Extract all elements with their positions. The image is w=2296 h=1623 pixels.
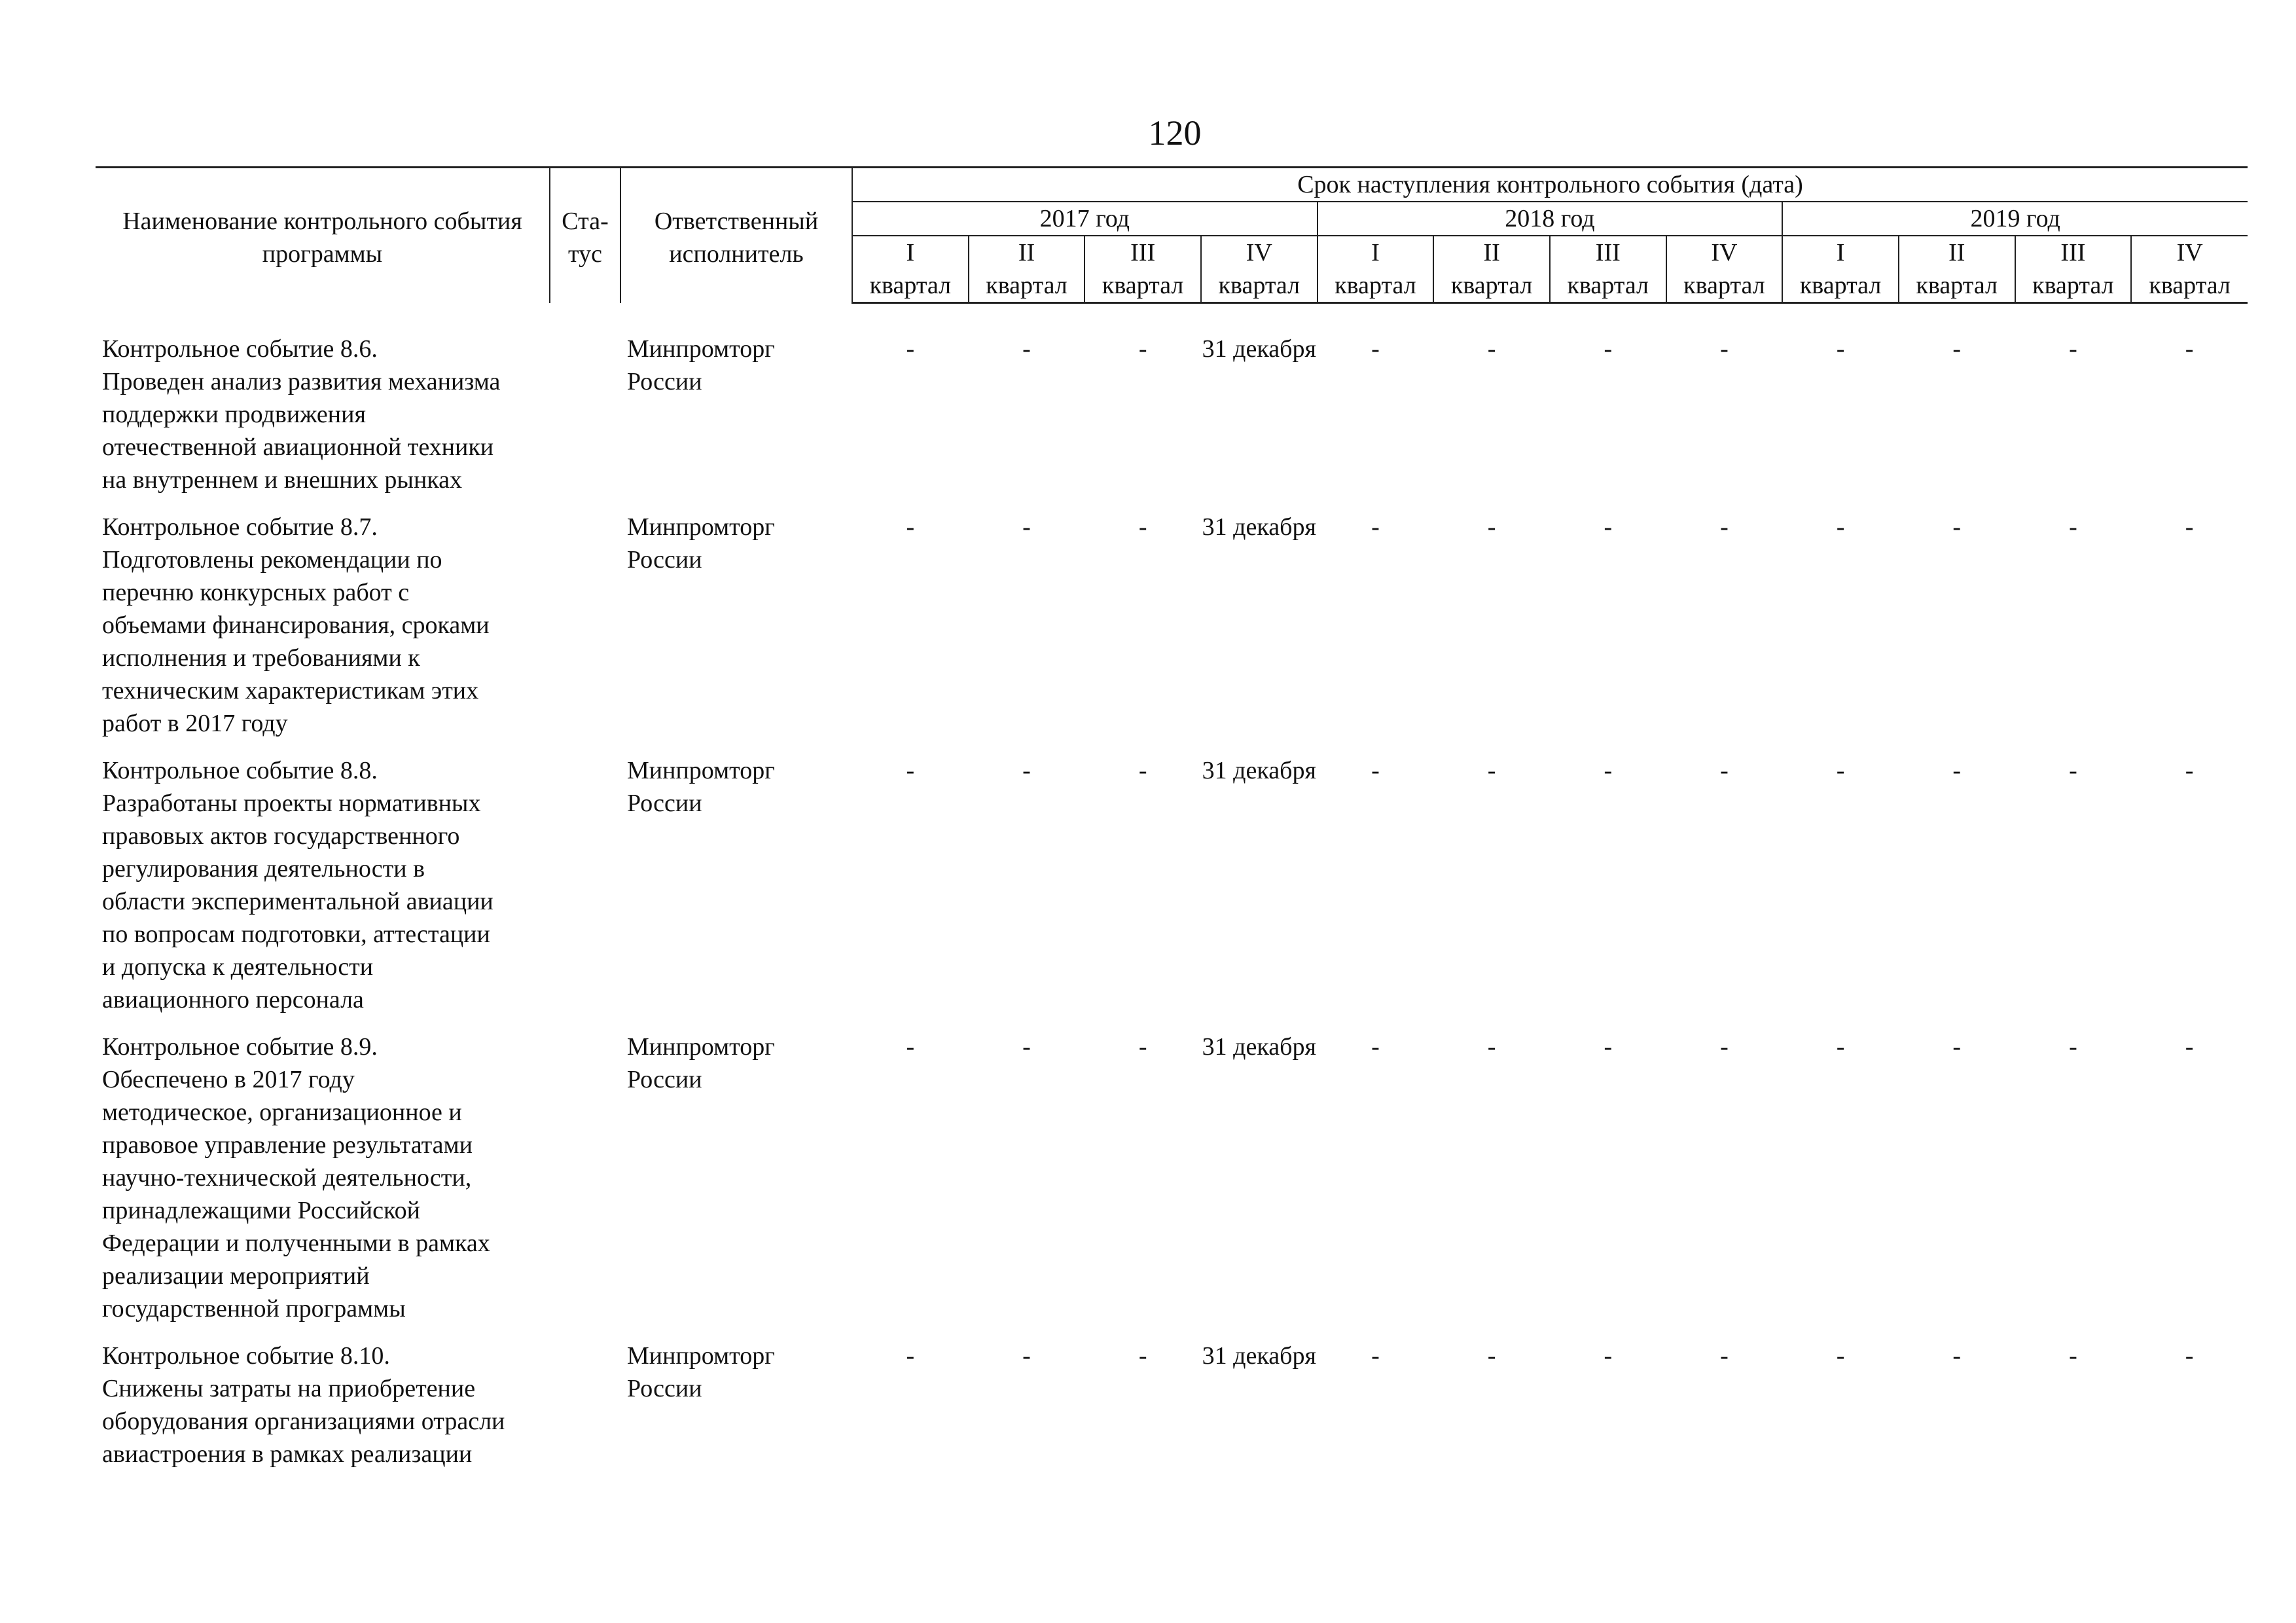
date-cell: - [1487,513,1496,541]
table-row [96,333,2248,511]
responsible-cell [620,333,852,511]
date-cell: - [2185,1342,2194,1370]
date-cell: - [1022,757,1031,784]
date-cell: - [1604,1342,1613,1370]
event-name-line: научно-технической деятельности, [102,1164,472,1192]
date-cell: - [1371,1342,1380,1370]
event-name-cell [96,511,550,754]
date-cell: 31 декабря [1202,1342,1316,1370]
responsible-cell [620,1030,852,1340]
event-name-line: техническим характеристикам этих [102,677,479,704]
date-cell: - [1604,513,1613,541]
date-cell: - [1952,1033,1962,1061]
event-name-cell [96,754,550,1030]
date-cell: - [906,757,915,784]
event-name-line: на внутреннем и внешних рынках [102,466,463,494]
event-name-line: Контрольное событие 8.9. [102,1033,378,1061]
quarter-header: I квартал [1318,236,1434,303]
responsible-cell [620,754,852,1030]
date-cell: - [1371,1033,1380,1061]
responsible-line: России [627,546,702,574]
quarter-header: III квартал [2015,236,2132,303]
date-cell: - [1138,757,1147,784]
date-cell: - [1952,1342,1962,1370]
table-body [96,303,2248,1486]
status-cell [550,1030,620,1340]
responsible-line: Минпромторг [627,513,775,541]
responsible-line: Минпромторг [627,1033,775,1061]
event-name-line: правовых актов государственного [102,822,460,850]
event-name-line: исполнения и требованиями к [102,644,420,672]
event-name-cell [96,1340,550,1485]
column-header-status: Ста- тус [550,168,620,303]
responsible-line: России [627,368,702,395]
event-name-line: отечественной авиационной техники [102,433,494,461]
event-name-line: принадлежащими Российской [102,1197,420,1224]
date-cell: - [1138,513,1147,541]
date-cell: - [2185,335,2194,363]
header-spacer-row [96,303,2248,333]
date-cell: - [1022,1033,1031,1061]
event-name-line: объемами финансирования, сроками [102,611,490,639]
event-name-cell [96,1030,550,1340]
status-cell [550,754,620,1030]
responsible-cell [620,1340,852,1485]
quarter-header: II квартал [969,236,1085,303]
date-cell: 31 декабря [1202,513,1316,541]
date-cell: - [1138,1033,1147,1061]
date-cell: 31 декабря [1202,1033,1316,1061]
event-name-line: области экспериментальной авиации [102,888,493,915]
table-row [96,511,2248,754]
date-cell: - [1371,757,1380,784]
event-name-line: Контрольное событие 8.8. [102,757,378,784]
date-cell: - [1371,335,1380,363]
quarter-header: IV квартал [1201,236,1318,303]
table-row [96,754,2248,1030]
control-events-table [96,166,2248,1485]
responsible-line: Минпромторг [627,335,775,363]
date-cell: - [2069,1033,2077,1061]
date-cell: - [1952,513,1962,541]
date-cell: - [1022,1342,1031,1370]
table-row [96,1030,2248,1340]
event-name-line: оборудования организациями отрасли [102,1408,505,1435]
date-cell: - [1138,335,1147,363]
year-header-2018: 2018 год [1318,202,1783,236]
quarter-header: I квартал [1782,236,1899,303]
event-name-line: Контрольное событие 8.6. [102,335,378,363]
event-name-line: методическое, организационное и [102,1099,462,1126]
quarter-header: III квартал [1085,236,1201,303]
column-header-name: Наименование контрольного события программы [96,168,550,303]
responsible-line: России [627,790,702,817]
date-cell: - [1604,335,1613,363]
event-name-line: государственной программы [102,1295,406,1322]
event-name-line: и допуска к деятельности [102,953,374,981]
status-cell [550,333,620,511]
date-cell: - [1720,1033,1729,1061]
responsible-cell [620,511,852,754]
date-cell: - [1836,757,1845,784]
date-cell: - [1487,335,1496,363]
date-cell: 31 декабря [1202,335,1316,363]
event-name-line: регулирования деятельности в [102,855,425,883]
event-name-line: авиастроения в рамках реализации [102,1440,473,1468]
event-name-line: Контрольное событие 8.7. [102,513,378,541]
quarter-header: II квартал [1899,236,2015,303]
date-cell: - [1487,1033,1496,1061]
column-header-period: Срок наступления контрольного события (дата) [852,168,2248,202]
quarter-header: IV квартал [2131,236,2248,303]
responsible-line: Минпромторг [627,757,775,784]
date-cell: - [1720,335,1729,363]
event-name-line: Подготовлены рекомендации по [102,546,442,574]
date-cell: - [2069,513,2077,541]
date-cell: - [2069,335,2077,363]
date-cell: - [1836,1033,1845,1061]
date-cell: - [1836,335,1845,363]
date-cell: - [1138,1342,1147,1370]
responsible-line: России [627,1375,702,1402]
event-name-line: Снижены затраты на приобретение [102,1375,476,1402]
table-header [96,168,2248,303]
event-name-line: Разработаны проекты нормативных [102,790,481,817]
event-name-cell [96,333,550,511]
date-cell: - [2069,1342,2077,1370]
event-name-line: перечню конкурсных работ с [102,579,410,606]
date-cell: 31 декабря [1202,757,1316,784]
date-cell: - [1487,757,1496,784]
event-name-line: авиационного персонала [102,986,364,1013]
quarter-header: I квартал [852,236,969,303]
quarter-header: IV квартал [1666,236,1783,303]
date-cell: - [2069,757,2077,784]
date-cell: - [2185,1033,2194,1061]
date-cell: - [2185,513,2194,541]
event-name-line: правовое управление результатами [102,1131,473,1159]
date-cell: - [906,1033,915,1061]
date-cell: - [906,1342,915,1370]
date-cell: - [1022,335,1031,363]
event-name-line: поддержки продвижения [102,401,366,428]
date-cell: - [906,513,915,541]
date-cell: - [1720,757,1729,784]
date-cell: - [1720,1342,1729,1370]
date-cell: - [1952,335,1962,363]
event-name-line: Федерации и полученными в рамках [102,1230,490,1257]
responsible-line: Минпромторг [627,1342,775,1370]
column-header-responsible: Ответственный исполнитель [620,168,852,303]
quarter-header: III квартал [1550,236,1666,303]
status-cell [550,1340,620,1485]
date-cell: - [1487,1342,1496,1370]
quarter-header: II квартал [1433,236,1550,303]
responsible-line: России [627,1066,702,1093]
date-cell: - [1952,757,1962,784]
date-cell: - [1836,1342,1845,1370]
event-name-line: Контрольное событие 8.10. [102,1342,390,1370]
status-cell [550,511,620,754]
event-name-line: Обеспечено в 2017 году [102,1066,355,1093]
date-cell: - [1371,513,1380,541]
event-name-line: Проведен анализ развития механизма [102,368,501,395]
event-name-line: реализации мероприятий [102,1262,370,1290]
date-cell: - [906,335,915,363]
date-cell: - [1720,513,1729,541]
table-row [96,1340,2248,1485]
event-name-line: по вопросам подготовки, аттестации [102,921,490,948]
date-cell: - [2185,757,2194,784]
date-cell: - [1022,513,1031,541]
event-name-line: работ в 2017 году [102,710,288,737]
year-header-2017: 2017 год [852,202,1318,236]
date-cell: - [1604,1033,1613,1061]
date-cell: - [1836,513,1845,541]
date-cell: - [1604,757,1613,784]
page-number: 120 [1148,113,1202,153]
year-header-2019: 2019 год [1782,202,2248,236]
